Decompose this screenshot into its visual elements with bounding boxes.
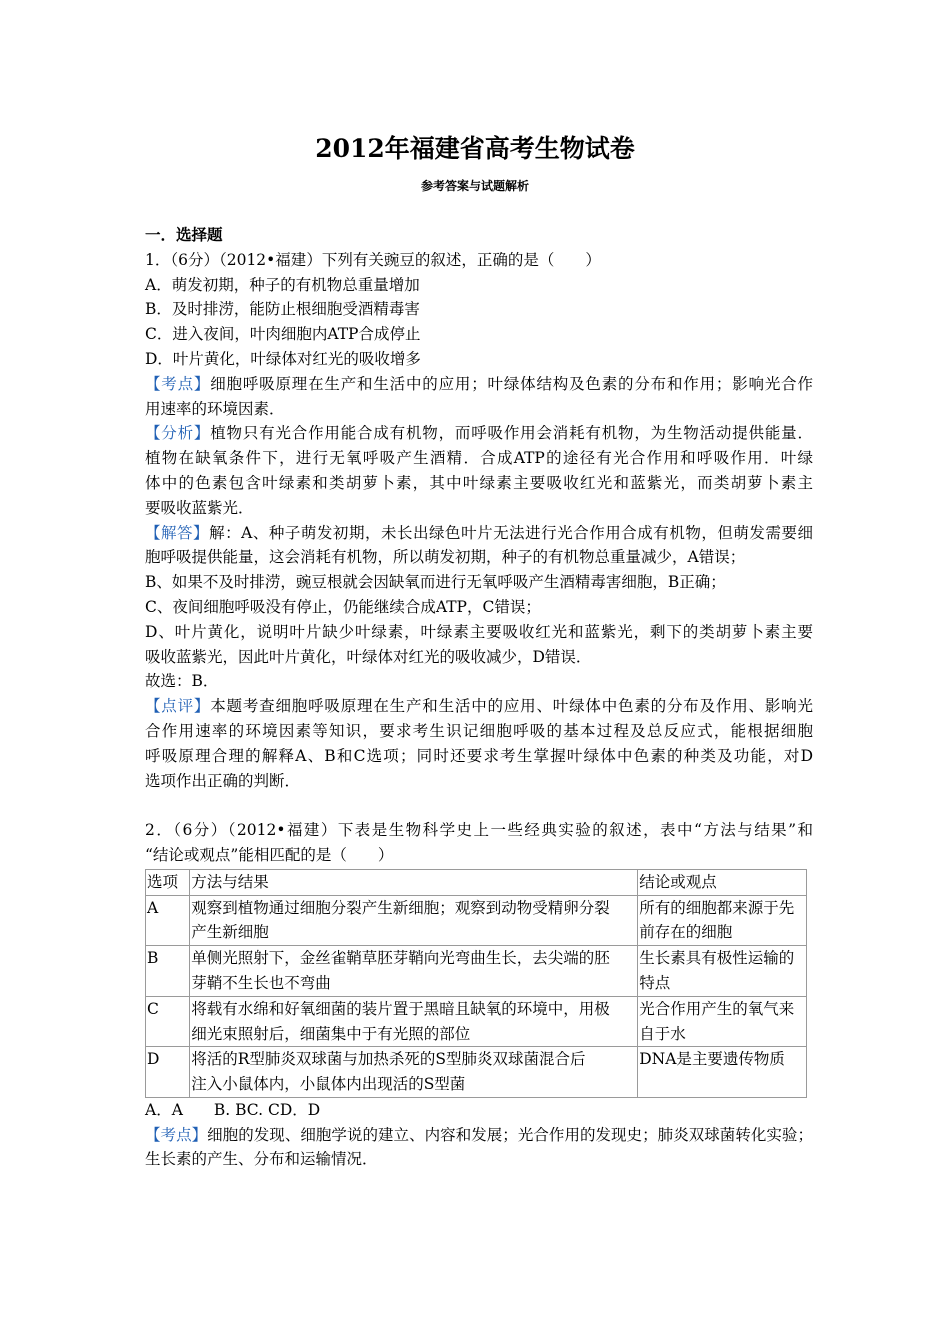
cell-line: 注入小鼠体内，小鼠体内出现活的S型菌 <box>191 1075 466 1094</box>
q1-kaodian-tag: 【考点】 <box>145 374 211 393</box>
q2-kaodian-text: 细胞的发现、细胞学说的建立、内容和发展；光合作用的发现史；肺炎双球菌转化实验； <box>207 1125 813 1144</box>
q1-jieda-text: 解：A、种子萌发初期，未长出绿色叶片无法进行光合作用合成有机物，但萌发需要细 <box>209 523 813 542</box>
table-header-cell: 方法与结果 <box>190 869 638 895</box>
q1-kaodian-text: 用速率的环境因素． <box>145 399 285 418</box>
question-spacer <box>145 793 813 818</box>
q1-jieda-text: D、叶片黄化，说明叶片缺少叶绿素，叶绿素主要吸收红光和蓝紫光，剩下的类胡萝卜素主要 <box>145 622 813 641</box>
table-header-cell: 选项 <box>146 869 190 895</box>
table-row <box>146 1047 807 1098</box>
q1-fenxi-text: 体中的色素包含叶绿素和类胡萝卜素，其中叶绿素主要吸收红光和蓝紫光，而类胡萝卜素主 <box>145 473 813 492</box>
cell-line: 细光束照射后，细菌集中于有光照的部位 <box>191 1024 471 1043</box>
q1-kaodian-line <box>145 372 813 397</box>
cell-line: 将载有水绵和好氧细菌的装片置于黑暗且缺氧的环境中，用极 <box>191 999 610 1018</box>
cell-line: 特点 <box>639 973 671 992</box>
q1-dianping-text: 本题考查细胞呼吸原理在生产和生活中的应用、叶绿体中色素的分布及作用、影响光 <box>210 697 813 716</box>
table-header-cell: 结论或观点 <box>638 869 807 895</box>
q1-jieda-text: B、如果不及时排涝，豌豆根就会因缺氧而进行无氧呼吸产生酒精毒害细胞，B正确； <box>145 573 726 592</box>
table-header-row <box>146 869 807 895</box>
q1-dianping-line <box>145 694 813 719</box>
cell-line: 自于水 <box>639 1024 686 1043</box>
q1-dianping-text: 选项作出正确的判断． <box>145 771 301 790</box>
page-subtitle: 参考答案与试题解析 <box>420 179 529 193</box>
cell-line: 前存在的细胞 <box>639 923 733 942</box>
cell-line: 生长素具有极性运输的 <box>639 949 795 968</box>
q2-kaodian-tag: 【考点】 <box>145 1125 208 1144</box>
table-row <box>146 996 807 1047</box>
q1-kaodian-text: 细胞呼吸原理在生产和生活中的应用；叶绿体结构及色素的分布和作用；影响光合作 <box>210 374 813 393</box>
table-cell-method <box>190 895 638 946</box>
cell-line: 产生新细胞 <box>191 923 269 942</box>
cell-line: 光合作用产生的氧气来 <box>639 999 795 1018</box>
page-title: 2012年福建省高考生物试卷 <box>315 134 635 163</box>
q2-options: A．A B. BC. CD．D <box>145 1100 321 1119</box>
q1-dianping-text: 合作用速率的环境因素等知识，要求考生识记细胞呼吸的基本过程及总反应式，能根据细胞 <box>145 721 813 740</box>
q2-stem: 2．（6分）（2012•福建）下表是生物科学史上一些经典实验的叙述，表中“方法与结果”和 <box>145 821 813 840</box>
table-cell-option: A <box>146 895 190 946</box>
q1-option-a: A．萌发初期，种子的有机物总重量增加 <box>145 275 420 294</box>
cell-line: 将活的R型肺炎双球菌与加热杀死的S型肺炎双球菌混合后 <box>191 1050 586 1069</box>
q1-answer: 故选：B． <box>145 672 219 691</box>
q1-jieda-line <box>145 521 813 546</box>
q1-jieda-text: 胞呼吸提供能量，这会消耗有机物，所以萌发初期，种子的有机物总重量减少，A错误； <box>145 548 746 567</box>
section-heading: 一．选择题 <box>145 225 223 244</box>
q1-dianping-text: 呼吸原理合理的解释A、B和C选项；同时还要求考生掌握叶绿体中色素的种类及功能，对D <box>145 746 813 765</box>
q1-fenxi-text: 植物在缺氧条件下，进行无氧呼吸产生酒精．合成ATP的途径有光合作用和呼吸作用．叶绿 <box>145 449 813 468</box>
table-cell-option: C <box>146 996 190 1047</box>
table-cell-option: B <box>146 946 190 997</box>
q1-jieda-tag: 【解答】 <box>145 523 210 542</box>
table-cell-conclusion <box>638 946 807 997</box>
table-cell-method <box>190 1047 638 1098</box>
q1-option-b: B．及时排涝，能防止根细胞受酒精毒害 <box>145 300 420 319</box>
table-cell-option: D <box>146 1047 190 1098</box>
table-row <box>146 895 807 946</box>
table-cell-method <box>190 996 638 1047</box>
q1-stem: 1．（6分）（2012•福建）下列有关豌豆的叙述，正确的是（ ） <box>145 250 601 269</box>
cell-line: 单侧光照射下，金丝雀鞘草胚芽鞘向光弯曲生长，去尖端的胚 <box>191 949 610 968</box>
cell-line: 观察到植物通过细胞分裂产生新细胞；观察到动物受精卵分裂 <box>191 898 610 917</box>
q1-fenxi-line <box>145 421 813 446</box>
q1-fenxi-text: 植物只有光合作用能合成有机物，而呼吸作用会消耗有机物，为生物活动提供能量． <box>210 424 813 443</box>
q1-option-c: C．进入夜间，叶肉细胞内ATP合成停止 <box>145 325 421 344</box>
q1-fenxi-text: 要吸收蓝紫光． <box>145 498 254 517</box>
document-body <box>145 223 813 1172</box>
q1-fenxi-tag: 【分析】 <box>145 424 211 443</box>
cell-line: 芽鞘不生长也不弯曲 <box>191 973 331 992</box>
table-cell-method <box>190 946 638 997</box>
q1-jieda-text: 吸收蓝紫光，因此叶片黄化，叶绿体对红光的吸收减少，D错误． <box>145 647 592 666</box>
cell-line: DNA是主要遗传物质 <box>639 1050 785 1069</box>
cell-line: 所有的细胞都来源于先 <box>639 898 795 917</box>
q2-kaodian-line <box>145 1123 813 1148</box>
q2-kaodian-text: 生长素的产生、分布和运输情况． <box>145 1150 378 1169</box>
table-cell-conclusion <box>638 1047 807 1098</box>
experiment-table <box>145 869 807 1098</box>
table-cell-conclusion <box>638 895 807 946</box>
table-cell-conclusion <box>638 996 807 1047</box>
q1-option-d: D．叶片黄化，叶绿体对红光的吸收增多 <box>145 349 421 368</box>
q1-dianping-tag: 【点评】 <box>145 697 211 716</box>
q2-stem: “结论或观点”能相匹配的是（ ） <box>145 845 394 864</box>
table-row <box>146 946 807 997</box>
q1-jieda-text: C、夜间细胞呼吸没有停止，仍能继续合成ATP，C错误； <box>145 597 541 616</box>
